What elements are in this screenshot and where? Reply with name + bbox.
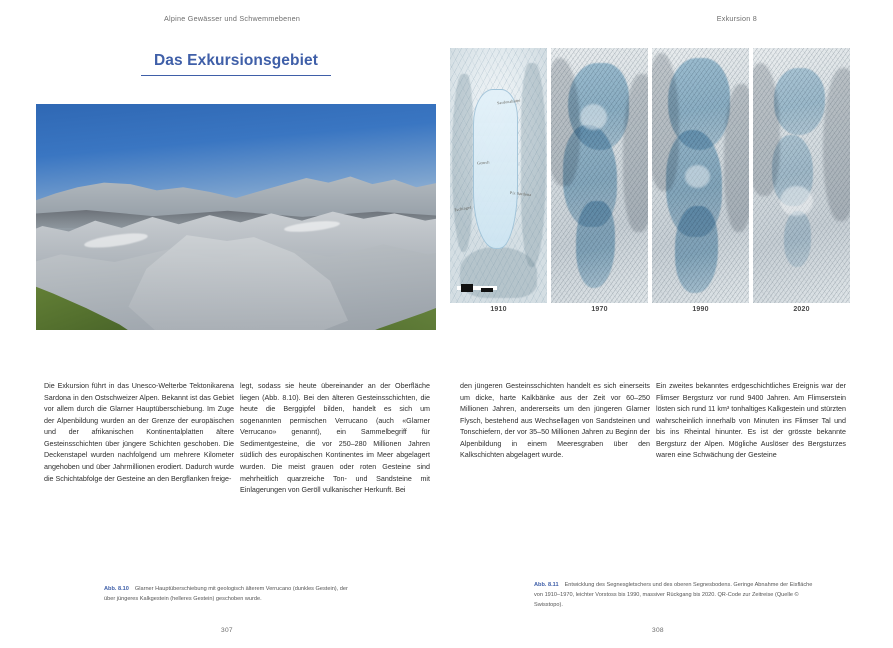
- relief-map-1990: [652, 48, 749, 303]
- folio-right: 308: [652, 627, 664, 634]
- glacier-ice: [675, 206, 718, 293]
- body-column-1: [44, 381, 234, 485]
- body-column-3: [460, 381, 650, 462]
- body-paragraph: den jüngeren Gesteinsschichten handelt es sich einerseits um dicke, harte Kalkbänke aus der Zeit vor 60–250 Millionen Jahren, andererseits um den jüngeren Glarner Flysch, bestehend aus Wechsellagen von Sandsteinen und Tonschiefern, der vor 35–50 Millionen Jahren zu Beginn der Alpenbildung in einem Meeresgraben über den Kalkschichten abgelagert wurde.: [460, 382, 650, 460]
- body-column-4: [656, 381, 846, 462]
- map-panel-1970: [551, 48, 648, 303]
- figure-map-series: [450, 48, 850, 303]
- title-underline: [141, 75, 331, 76]
- qr-finder-pattern: [481, 288, 493, 292]
- glacier-ice: [774, 68, 824, 134]
- map-panel-1910: [450, 48, 547, 303]
- qr-finder-pattern: [461, 284, 473, 288]
- topo-place-label: Gemsli: [476, 159, 491, 166]
- figure-caption-text: Entwicklung des Segnesgletschers und des oberen Segnesbodens. Geringe Abnahme der Eisfläche von 1910–1970, leichter Vorstoss bis 1990, massiver Rückgang bis 2020. QR-Code zur Zeitreise (Quelle © Swisstopo).: [534, 582, 813, 608]
- body-paragraph: legt, sodass sie heute übereinander an der Oberfläche liegen (Abb. 8.10). Bei den älteren Gesteinsschichten, die heute die Berggipfel bilden, handelt es sich um sogenannten permischen Verrucano (auch «Glarner Verrucano» genannt), ein Sammelbegriff für Sedimentgesteine, die vor 250–280 Millionen Jahren südlich des europäischen Kontinentes im Meer abgelagert wurden. Die meist grauen oder roten Gesteine sind mehrheitlich quarzreiche Ton- und Sandsteine mit Einlagerungen von Geröll vulkanischer Herkunft. Bei: [240, 382, 430, 495]
- relief-map-1970: [551, 48, 648, 303]
- page-title: Das Exkursionsgebiet: [154, 52, 318, 69]
- map-panel-2020: [753, 48, 850, 303]
- figure-caption-left: [104, 585, 354, 605]
- topographic-map-1910: [450, 48, 547, 303]
- qr-finder-pattern: [461, 288, 473, 292]
- topo-ridge: [521, 63, 546, 267]
- relief-highlight: [580, 104, 607, 130]
- year-label-1970: 1970: [591, 306, 608, 313]
- body-paragraph: Die Exkursion führt in das Unesco-Welterbe Tektonikarena Sardona in den Ostschweizer Alpen. Bekannt ist das Gebiet vor allem durch die Glarner Hauptüberschiebung. Im Zuge der Alpenbildung wurden an der Grenze der europäischen und der afrikanischen Kontinentalplatten ältere Gesteinsschichten über jüngere Schichten geschoben. Die Deckenstapel wurden nachfolgend um mehrere Kilometer angehoben und über Jahrmillionen erodiert. Dadurch wurde die Schichtabfolge der Gesteine an den Bergflanken freige-: [44, 382, 234, 483]
- topo-ridge: [452, 74, 473, 253]
- topo-place-label: Piz Sardona: [509, 189, 532, 197]
- year-label-1990: 1990: [692, 306, 709, 313]
- qr-code[interactable]: [457, 286, 497, 290]
- relief-map-2020: [753, 48, 850, 303]
- figure-number: Abb. 8.10: [104, 586, 129, 592]
- figure-caption-text: Glarner Hauptüberschiebung mit geologisch älterem Verrucano (dunkles Gestein), der über jüngeres Kalkgestein (helleres Gestein) geschoben wurde.: [104, 586, 348, 602]
- relief-highlight: [780, 186, 813, 217]
- map-series-year-labels: [450, 306, 850, 320]
- figure-photo-glarner-ueberschiebung: [36, 104, 436, 330]
- glacier-ice: [784, 211, 811, 267]
- folio-left: 307: [221, 627, 233, 634]
- figure-number: Abb. 8.11: [534, 582, 559, 588]
- map-panel-1990: [652, 48, 749, 303]
- topo-place-label: Tschingel: [453, 204, 472, 213]
- running-head-right: Exkursion 8: [716, 14, 757, 23]
- topo-place-label: Sardonahütte: [496, 97, 521, 106]
- body-paragraph: Ein zweites bekanntes erdgeschichtliches Ereignis war der Flimser Bergsturz vor rund 9400 Jahren. Am Flimserstein lösten sich rund 11 km³ tonhaltiges Kalkgestein und stürzten wahrscheinlich innerhalb von Minuten ins Flimser Tal und bis ins Rheintal hinunter. Es ist der grösste bekannte Bergsturz der Alpen. Mögliche Auslöser des Bergsturzes waren eine Schwächung der Gesteine: [656, 382, 846, 460]
- year-label-2020: 2020: [793, 306, 810, 313]
- year-label-1910: 1910: [490, 306, 507, 313]
- body-column-2: [240, 381, 430, 497]
- running-head-left: Alpine Gewässer und Schwemmebenen: [164, 14, 301, 23]
- page-title-block: [141, 52, 331, 76]
- figure-caption-right: [534, 581, 822, 611]
